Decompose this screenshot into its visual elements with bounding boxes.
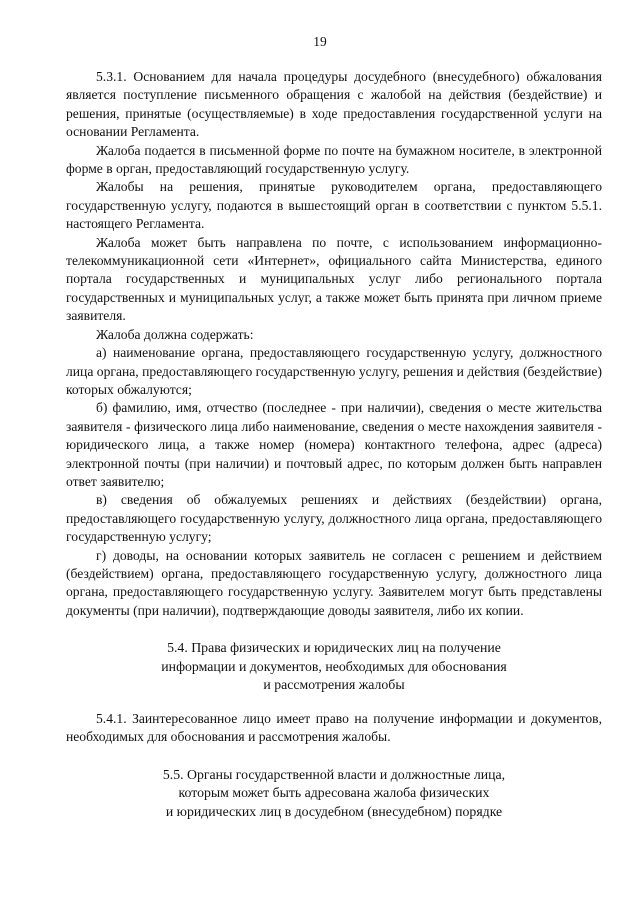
document-body: [66, 68, 602, 822]
heading-line: 5.5. Органы государственной власти и должностные лица,: [162, 766, 506, 782]
paragraph-complaint-form: Жалоба подается в письменной форме по почте на бумажном носителе, в электронной форме в орган, предоставляющий государственную услугу.: [66, 142, 602, 177]
list-item-g: г) доводы, на основании которых заявитель не согласен с решением и действием (бездействием) органа, предоставляющего государственную услугу, должностного лица органа, предоставляющего государственную услугу. Заявителем могут быть представлены документы (при наличии), подтверждающие доводы заявителя, либо их копии.: [66, 547, 602, 618]
paragraph-complaint-head: Жалобы на решения, принятые руководителем органа, предоставляющего государственную услугу, подаются в вышестоящий орган в соответствии с пунктом 5.5.1. настоящего Регламента.: [66, 179, 602, 232]
paragraph-5-3-1: 5.3.1. Основанием для начала процедуры досудебного (внесудебного) обжалования является поступление письменного обращения с жалобой на действия (бездействие) и решения, принятые (осуществляемые) в ходе предоставления государственной услуги на основании Регламента.: [66, 69, 602, 140]
list-item-a: а) наименование органа, предоставляющего государственную услугу, должностного лица органа, предоставляющего государственную услугу, решения и действия (бездействие) которых обжалуются;: [66, 345, 602, 397]
section-heading-5-4: [66, 639, 602, 695]
paragraph-complaint-contents-intro: Жалоба должна содержать:: [96, 326, 254, 342]
paragraph-complaint-channels: Жалоба может быть направлена по почте, с использованием информационно-телекоммуникационной сети «Интернет», официального сайта Министерства, единого портала государственных и муниципальных услуг либо регионального портала государственных и муниципальных услуг, а также может быть принята при личном приеме заявителя.: [66, 234, 602, 324]
page-number: 19: [313, 34, 327, 49]
section-heading-5-5: [66, 766, 602, 822]
list-item-v: в) сведения об обжалуемых решениях и действиях (бездействии) органа, предоставляющего государственную услугу, должностного лица органа, предоставляющего государственную услугу;: [66, 492, 602, 545]
heading-line: и рассмотрения жалобы: [263, 677, 405, 693]
paragraph-5-4-1: 5.4.1. Заинтересованное лицо имеет право на получение информации и документов, необходимых для обоснования и рассмотрения жалобы.: [66, 710, 602, 745]
heading-line: 5.4. Права физических и юридических лиц на получение: [167, 640, 501, 656]
heading-line: и юридических лиц в досудебном (внесудебном) порядке: [165, 803, 503, 819]
heading-line: информации и документов, необходимых для обоснования: [161, 658, 507, 674]
list-item-b: б) фамилию, имя, отчество (последнее - при наличии), сведения о месте жительства заявителя - физического лица либо наименование, сведения о месте нахождения заявителя - юридического лица, а также номер (номера) контактного телефона, адрес (адреса) электронной почты (при наличии) и почтовый адрес, по которым должен быть направлен ответ заявителю;: [66, 400, 602, 489]
heading-line: которым может быть адресована жалоба физических: [178, 785, 490, 801]
